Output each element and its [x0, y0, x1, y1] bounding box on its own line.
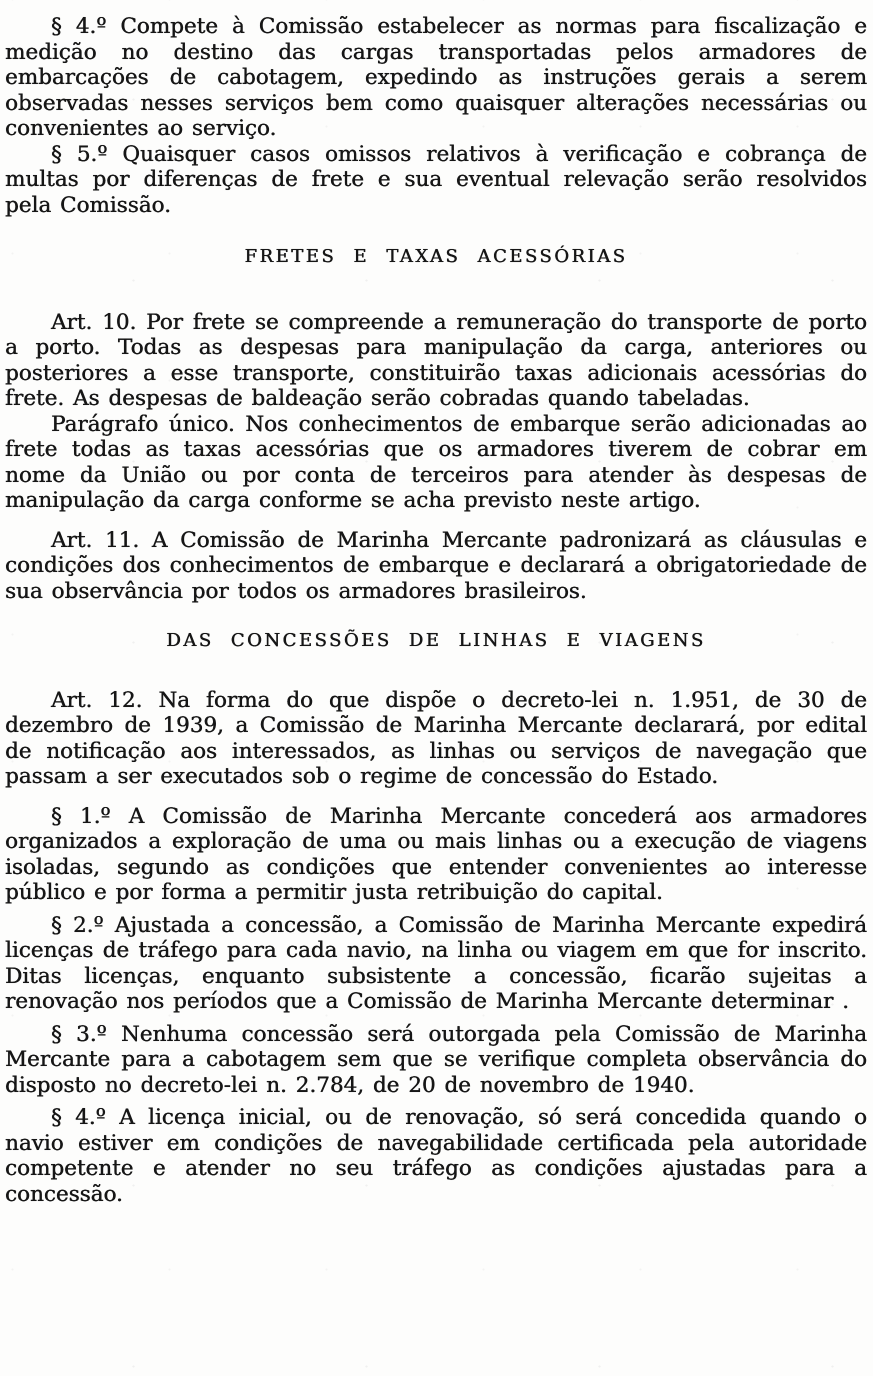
paragraph-art-12: Art. 12. Na forma do que dispõe o decreto-lei n. 1.951, de 30 de dezembro de 1939, a Comissão de Marinha Mercante declarará, por edital de notificação aos interessados, as linhas ou serviços de navegação que passam a ser executados sob o regime de concessão do Estado.	[5, 687, 867, 789]
paragraph-par-3: § 3.º Nenhuma concessão será outorgada pela Comissão de Marinha Mercante para a cabotagem sem que se verifique completa observância do disposto no decreto-lei n. 2.784, de 20 de novembro de 1940.	[5, 1021, 867, 1098]
paragraph-art-11: Art. 11. A Comissão de Marinha Mercante padronizará as cláusulas e condições dos conhecimentos de embarque e declarará a obrigatoriedade de sua observância por todos os armadores brasileiros.	[5, 527, 867, 604]
paragraph-paragrafo-unico: Parágrafo único. Nos conhecimentos de embarque serão adicionadas ao frete todas as taxas acessórias que os armadores tiverem de cobrar em nome da União ou por conta de terceiros para atender às despesas de manipulação da carga conforme se acha previsto neste artigo.	[5, 411, 867, 513]
paragraph-par-5: § 5.º Quaisquer casos omissos relativos à verificação e cobrança de multas por diferenças de frete e sua eventual relevação serão resolvidos pela Comissão.	[5, 141, 867, 218]
paragraph-art-10: Art. 10. Por frete se compreende a remuneração do transporte de porto a porto. Todas as despesas para manipulação da carga, anteriores ou posteriores a esse transporte, constituirão taxas adicionais acessórias do frete. As despesas de baldeação serão cobradas quando tabeladas.	[5, 309, 867, 411]
section-heading-concessoes-linhas-viagens: DAS CONCESSÕES DE LINHAS E VIAGENS	[166, 630, 706, 651]
paragraph-par-4: § 4.º Compete à Comissão estabelecer as normas para fiscalização e medição no destino das cargas transportadas pelos armadores de embarcações de cabotagem, expedindo as instruções gerais a serem observadas nesses serviços bem como quaisquer alterações necessárias ou convenientes ao serviço.	[5, 14, 867, 141]
paragraph-par-4-second: § 4.º A licença inicial, ou de renovação, só será concedida quando o navio estiver em condições de navegabilidade certificada pela autoridade competente e atender no seu tráfego as condições ajustadas para a concessão.	[5, 1105, 867, 1207]
section-heading-fretes-e-taxas: FRETES E TAXAS ACESSÓRIAS	[244, 246, 628, 267]
paragraph-par-2: § 2.º Ajustada a concessão, a Comissão de Marinha Mercante expedirá licenças de tráfego para cada navio, na linha ou viagem em que for inscrito. Ditas licenças, enquanto subsistente a concessão, ficarão sujeitas a renovação nos períodos que a Comissão de Marinha Mercante determinar .	[5, 912, 867, 1014]
paragraph-par-1: § 1.º A Comissão de Marinha Mercante concederá aos armadores organizados a exploração de uma ou mais linhas ou a execução de viagens isoladas, segundo as condições que entender convenientes ao interesse público e por forma a permitir justa retribuição do capital.	[5, 803, 867, 905]
